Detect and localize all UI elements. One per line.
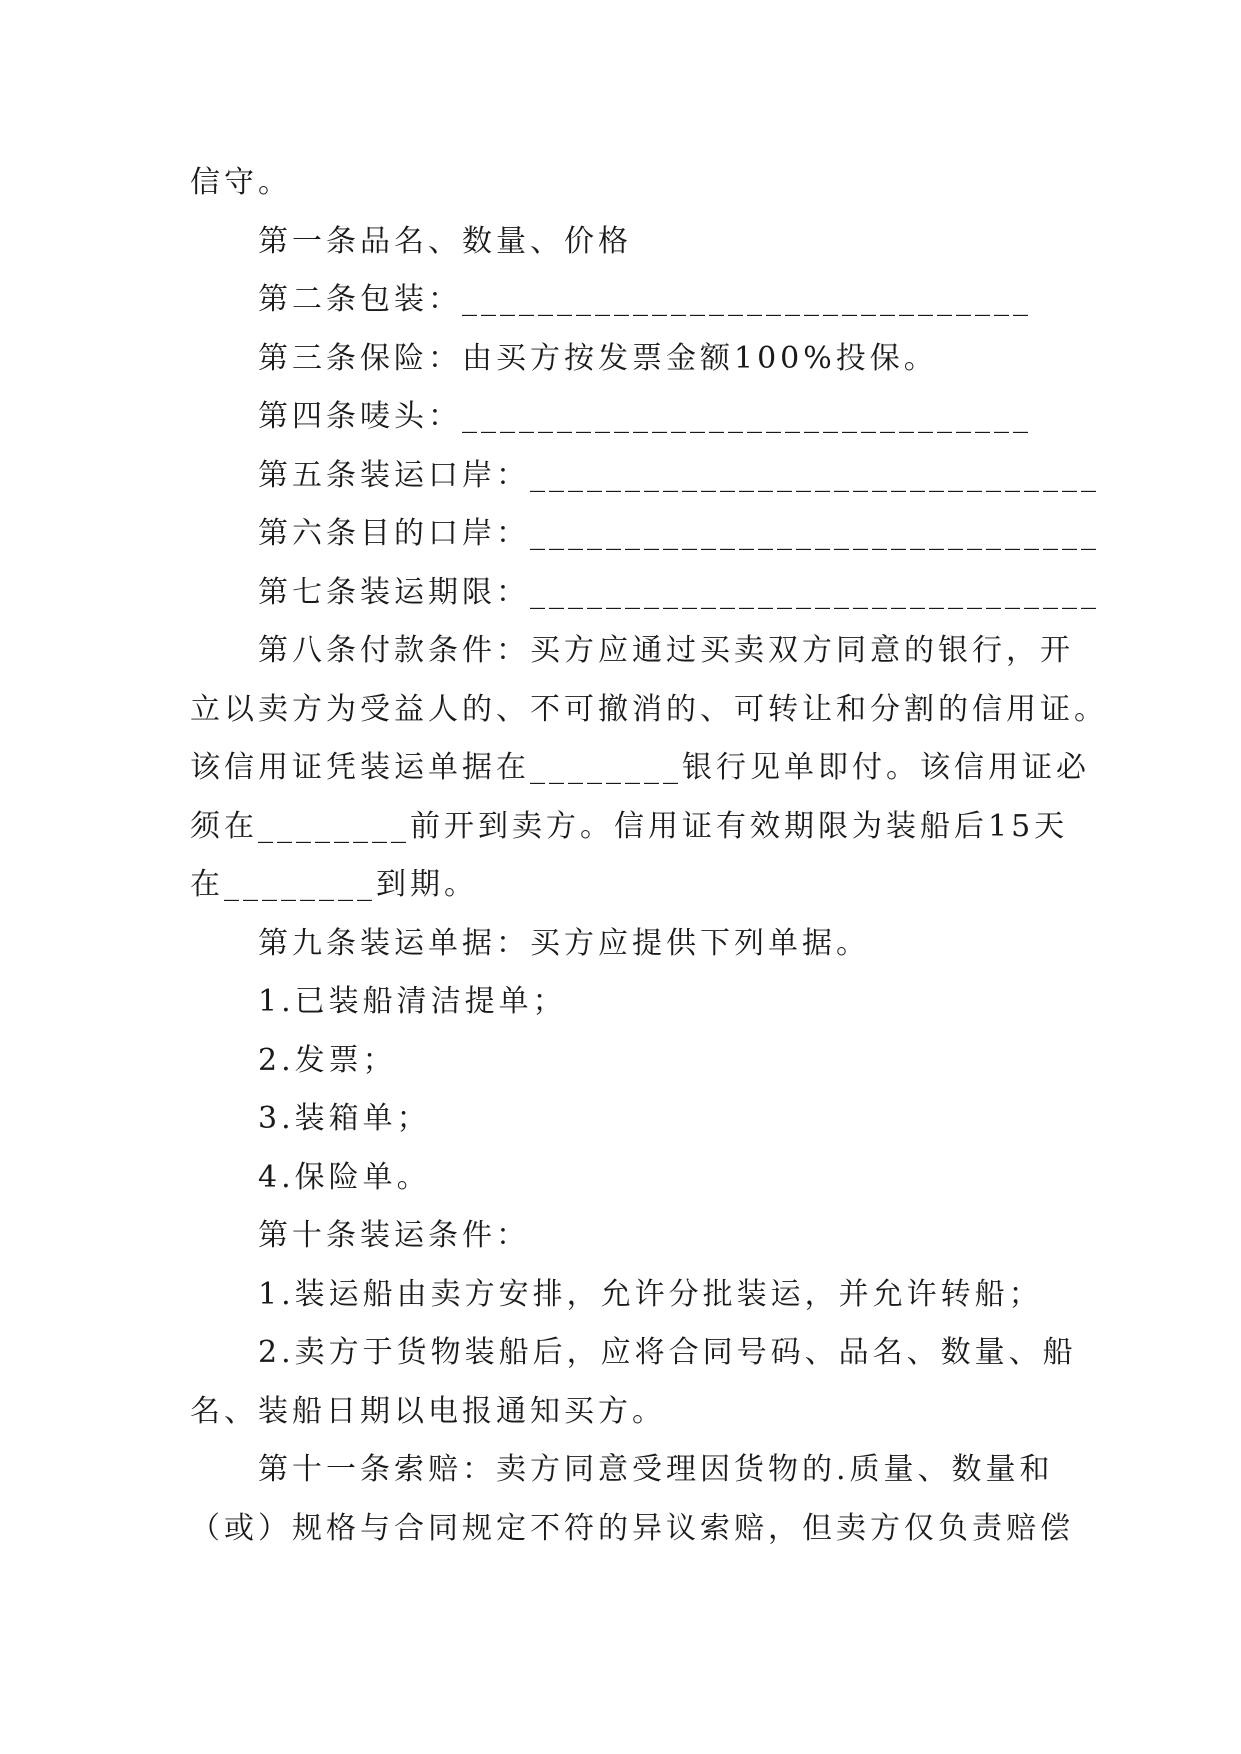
list-item: 2.卖方于货物装船后，应将合同号码、品名、数量、船 bbox=[258, 1335, 1077, 1370]
article-8-payment-line-4: 须在________前开到卖方。信用证有效期限为装船后15天 bbox=[190, 808, 1069, 844]
list-item: 4.保险单。 bbox=[258, 1159, 431, 1195]
article-1-heading: 第一条品名、数量、价格 bbox=[258, 223, 632, 259]
article-11-claims-line-1: 第十一条索赔：卖方同意受理因货物的.质量、数量和 bbox=[258, 1452, 1054, 1487]
list-item: 3.装箱单； bbox=[258, 1101, 431, 1136]
text-line: 信守。 bbox=[190, 165, 292, 200]
article-8-payment-line-2: 立以卖方为受益人的、不可撤消的、可转让和分割的信用证。 bbox=[190, 691, 1108, 727]
article-11-claims-line-2: （或）规格与合同规定不符的异议索赔，但卖方仅负责赔偿 bbox=[190, 1510, 1074, 1546]
article-3-insurance: 第三条保险：由买方按发票金额100%投保。 bbox=[258, 340, 938, 376]
article-9-documents: 第九条装运单据：买方应提供下列单据。 bbox=[258, 925, 870, 961]
article-7-shipment-period: 第七条装运期限：______________________________ bbox=[258, 574, 1100, 610]
article-2-packing: 第二条包装：______________________________ bbox=[258, 282, 1032, 317]
list-item-continuation: 名、装船日期以电报通知买方。 bbox=[190, 1393, 666, 1429]
list-item: 1.装运船由卖方安排，允许分批装运，并允许转船； bbox=[258, 1276, 1043, 1312]
article-8-payment-line-3: 该信用证凭装运单据在________银行见单即付。该信用证必 bbox=[190, 750, 1090, 785]
list-item: 2.发票； bbox=[258, 1042, 397, 1078]
article-4-marks: 第四条唛头：______________________________ bbox=[258, 399, 1032, 434]
list-item: 1.已装船清洁提单； bbox=[258, 984, 567, 1019]
article-8-payment-line-5: 在________到期。 bbox=[190, 867, 478, 902]
article-10-shipment-terms: 第十条装运条件： bbox=[258, 1218, 530, 1253]
article-5-port-of-loading: 第五条装运口岸：______________________________ bbox=[258, 457, 1100, 493]
contract-text bbox=[190, 154, 1108, 1558]
article-6-port-of-destination: 第六条目的口岸：______________________________ bbox=[258, 516, 1100, 551]
article-8-payment-line-1: 第八条付款条件：买方应通过买卖双方同意的银行，开 bbox=[258, 633, 1074, 668]
